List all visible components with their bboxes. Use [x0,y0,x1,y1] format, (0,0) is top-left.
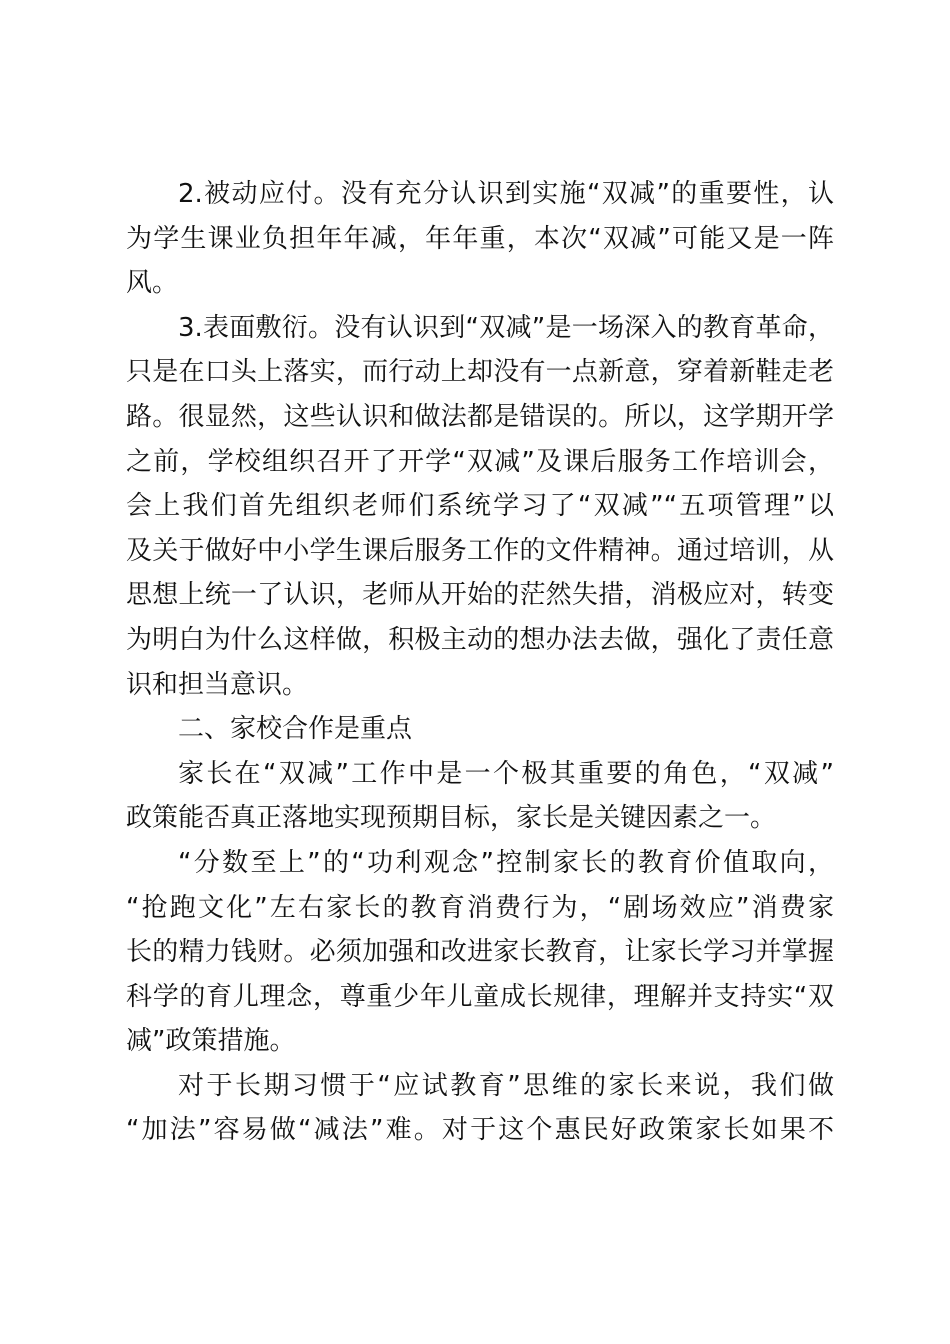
document-body [126,172,834,1153]
paragraph-line: 减”政策措施。 [126,1026,296,1057]
paragraph-line: 为学生课业负担年年减，年年重，本次“双减”可能又是一阵 [126,223,834,254]
paragraph-line: 及关于做好中小学生课后服务工作的文件精神。通过培训，从 [126,535,834,566]
paragraph-line: 对于长期习惯于“应试教育”思维的家长来说，我们做 [178,1070,834,1101]
paragraph-line: “分数至上”的“功利观念”控制家长的教育价值取向， [178,847,834,878]
paragraph-line: 会上我们首先组织老师们系统学习了“双减”“五项管理”以 [126,491,834,522]
paragraph-line: 识和担当意识。 [126,669,309,700]
paragraph-line: 3.表面敷衍。没有认识到“双减”是一场深入的教育革命， [178,312,834,343]
paragraph-line: 风。 [126,268,179,299]
paragraph-line: 为明白为什么这样做，积极主动的想办法去做，强化了责任意 [126,624,834,655]
paragraph-line: 长的精力钱财。必须加强和改进家长教育，让家长学习并掌握 [126,937,834,968]
paragraph-line: 政策能否真正落地实现预期目标，家长是关键因素之一。 [126,803,777,834]
paragraph-line: 2.被动应付。没有充分认识到实施“双减”的重要性，认 [178,179,834,209]
paragraph-line: 家长在“双减”工作中是一个极其重要的角色，“双减” [178,758,834,789]
paragraph-line: 只是在口头上落实，而行动上却没有一点新意，穿着新鞋走老 [126,357,834,388]
paragraph-line: “抢跑文化”左右家长的教育消费行为，“剧场效应”消费家 [126,892,834,923]
paragraph-line: 思想上统一了认识，老师从开始的茫然失措，消极应对，转变 [126,580,834,611]
paragraph-line: 之前，学校组织召开了开学“双减”及课后服务工作培训会， [126,446,834,477]
paragraph-line: 路。很显然，这些认识和做法都是错误的。所以，这学期开学 [126,401,834,432]
paragraph-line: “加法”容易做“减法”难。对于这个惠民好政策家长如果不 [126,1115,834,1146]
paragraph-line: 科学的育儿理念，尊重少年儿童成长规律，理解并支持实“双 [126,981,834,1012]
section-heading: 二、家校合作是重点 [178,714,413,745]
